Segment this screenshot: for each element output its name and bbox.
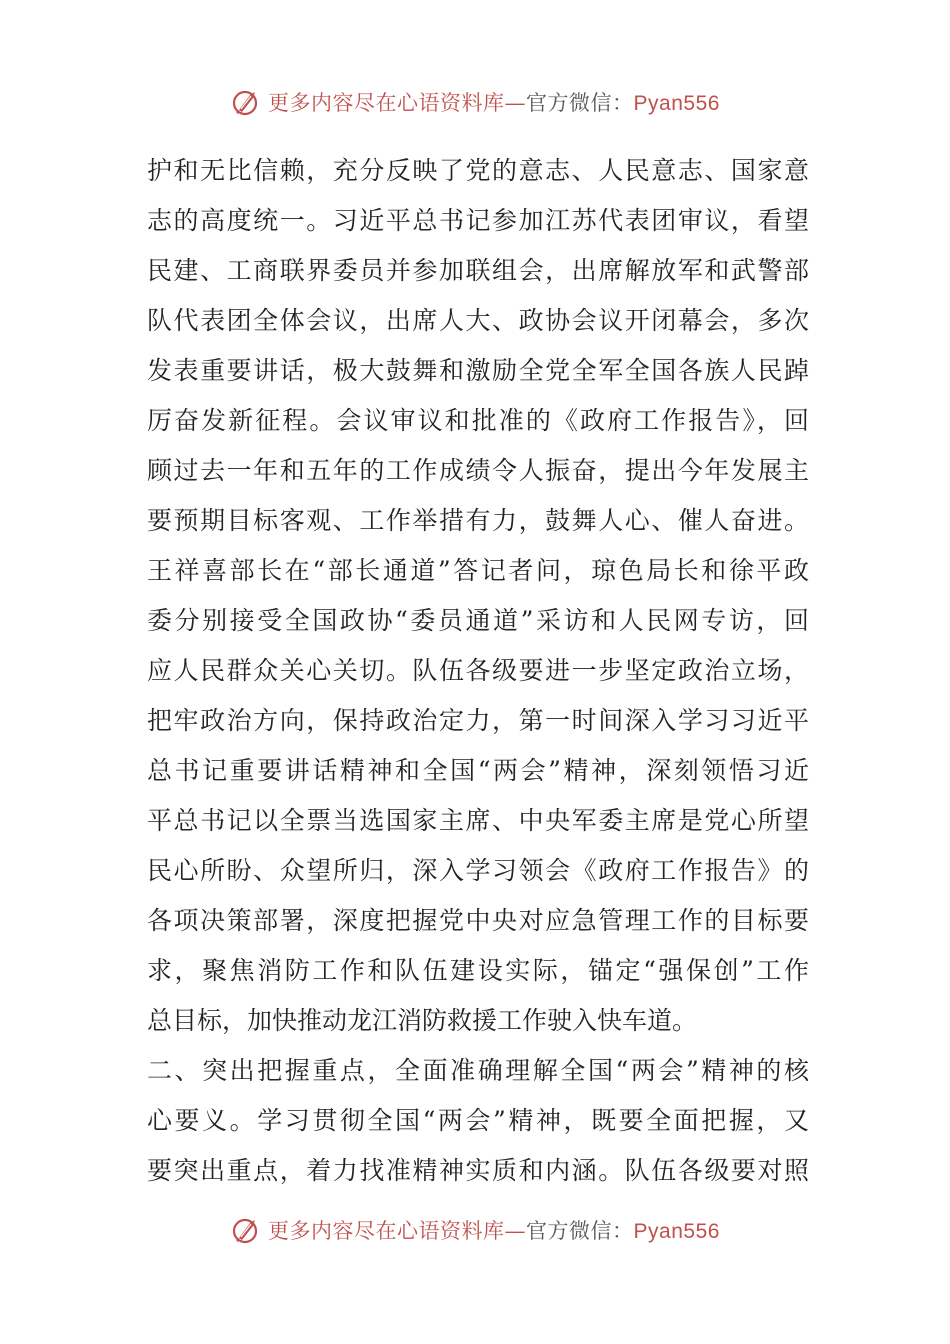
header-wechat-label: 官方微信： xyxy=(526,91,634,115)
body-line: 总书记重要讲话精神和全国“两会”精神，深刻领悟习近 xyxy=(147,756,809,785)
body-line: 志的高度统一。习近平总书记参加江苏代表团审议，看望 xyxy=(147,206,809,235)
body-line: 护和无比信赖，充分反映了党的意志、人民意志、国家意 xyxy=(147,156,809,185)
body-line: 各项决策部署，深度把握党中央对应急管理工作的目标要 xyxy=(147,906,809,935)
body-line: 发表重要讲话，极大鼓舞和激励全党全军全国各族人民踔 xyxy=(147,356,809,385)
body-line: 队代表团全体会议，出席人大、政协会议开闭幕会，多次 xyxy=(147,306,809,335)
body-line: 王祥喜部长在“部长通道”答记者问，琼色局长和徐平政 xyxy=(147,556,809,585)
header-brand: 更多内容尽在心语资料库 xyxy=(268,91,505,115)
footer-banner xyxy=(0,1212,950,1248)
header-wechat-id: Pyan556 xyxy=(633,92,720,115)
body-line: 顾过去一年和五年的工作成绩令人振奋，提出今年发展主 xyxy=(147,456,809,485)
pen-nib-logo-icon xyxy=(230,86,262,118)
body-line: 平总书记以全票当选国家主席、中央军委主席是党心所望 xyxy=(147,806,809,835)
footer-banner-inner xyxy=(230,1214,720,1246)
document-body xyxy=(147,146,809,1196)
footer-banner-text xyxy=(268,1215,720,1245)
body-line: 总目标，加快推动龙江消防救援工作驶入快车道。 xyxy=(147,1006,698,1035)
footer-dash: — xyxy=(504,1219,527,1243)
body-line: 委分别接受全国政协“委员通道”采访和人民网专访，回 xyxy=(147,606,809,635)
body-line: 厉奋发新征程。会议审议和批准的《政府工作报告》，回 xyxy=(147,406,809,435)
body-line: 应人民群众关心关切。队伍各级要进一步坚定政治立场， xyxy=(147,656,809,685)
footer-wechat-id: Pyan556 xyxy=(633,1220,720,1243)
body-line: 心要义。学习贯彻全国“两会”精神，既要全面把握，又 xyxy=(147,1106,809,1135)
header-dash: — xyxy=(504,91,527,115)
body-line: 要突出重点，着力找准精神实质和内涵。队伍各级要对照 xyxy=(147,1156,809,1185)
footer-brand: 更多内容尽在心语资料库 xyxy=(268,1219,505,1243)
body-line: 求，聚焦消防工作和队伍建设实际，锚定“强保创”工作 xyxy=(147,956,809,985)
header-banner-text xyxy=(268,87,720,117)
body-line: 要预期目标客观、工作举措有力，鼓舞人心、催人奋进。 xyxy=(147,506,809,535)
body-line: 民建、工商联界委员并参加联组会，出席解放军和武警部 xyxy=(147,256,809,285)
header-banner-inner xyxy=(230,86,720,118)
section-heading-line: 二、突出把握重点，全面准确理解全国“两会”精神的核 xyxy=(147,1056,809,1085)
pen-nib-logo-icon xyxy=(230,1214,262,1246)
body-line: 把牢政治方向，保持政治定力，第一时间深入学习习近平 xyxy=(147,706,809,735)
body-line: 民心所盼、众望所归，深入学习领会《政府工作报告》的 xyxy=(147,856,809,885)
header-banner xyxy=(0,84,950,120)
footer-wechat-label: 官方微信： xyxy=(526,1219,634,1243)
